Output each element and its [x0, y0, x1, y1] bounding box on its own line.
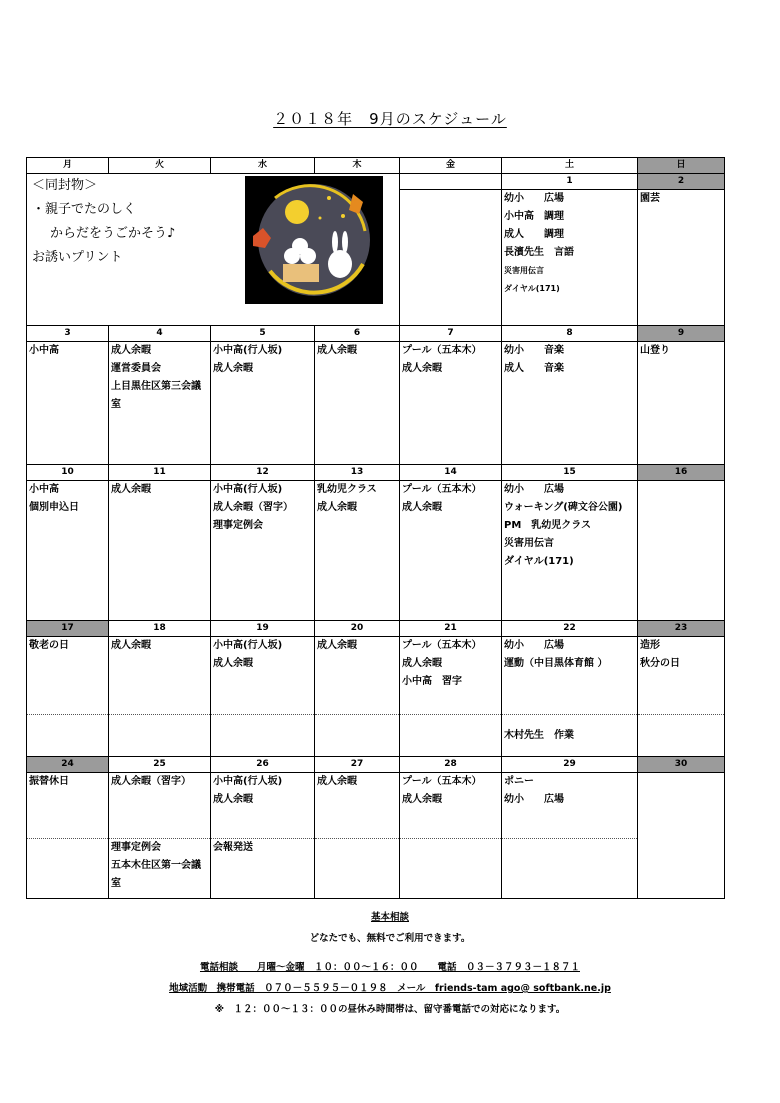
- event: ダイヤル(171): [504, 556, 574, 567]
- week2-events-row: [27, 342, 725, 465]
- page-title: ２０１８年 9月のスケジュール: [273, 110, 507, 128]
- event: 成人 調理: [504, 229, 564, 240]
- event-cell: [638, 715, 725, 757]
- event-cell: [638, 342, 725, 465]
- week4-events-row: [27, 637, 725, 715]
- event: 成人余暇: [317, 640, 357, 651]
- event-cell: [109, 637, 211, 715]
- week5-date-row: [27, 757, 725, 773]
- week5-events-row: [27, 773, 725, 839]
- event: 個別申込日: [29, 502, 79, 513]
- date-cell: 1: [502, 174, 638, 190]
- event-cell: [502, 190, 638, 326]
- event: 成人余暇: [111, 484, 151, 495]
- event-cell: [211, 715, 315, 757]
- date-cell: 3: [27, 326, 109, 342]
- event: 小中高(行人坂): [213, 776, 283, 787]
- event-cell: [315, 773, 400, 839]
- event: 成人余暇（習字）: [213, 502, 293, 513]
- date-cell: 24: [27, 757, 109, 773]
- notice-heading: ＜同封物＞: [32, 178, 98, 193]
- weekday-tue: 火: [109, 158, 211, 174]
- event: 成人余暇（習字）: [111, 776, 191, 787]
- date-cell: 13: [315, 465, 400, 481]
- event-cell: [502, 637, 638, 715]
- event: 小中高(行人坂): [213, 345, 283, 356]
- event-cell: [400, 773, 502, 839]
- event: プール（五本木）: [402, 776, 482, 787]
- event-cell: [400, 342, 502, 465]
- event-cell: [27, 342, 109, 465]
- event-cell: [400, 715, 502, 757]
- week5-lower-row: [27, 839, 725, 899]
- weekday-header-row: [27, 158, 725, 174]
- event: 理事定例会: [213, 520, 263, 531]
- date-cell: 30: [638, 757, 725, 773]
- week1-date-row: [27, 174, 725, 190]
- event-cell: [400, 190, 502, 326]
- notice-line: お誘いプリント: [32, 250, 123, 265]
- event: 長濱先生 言語: [504, 247, 574, 258]
- date-cell: 2: [638, 174, 725, 190]
- event-cell: [27, 481, 109, 621]
- event-cell: [211, 481, 315, 621]
- event: ダイヤル(171): [504, 284, 560, 293]
- event: 振替休日: [29, 776, 69, 787]
- weekday-mon: 月: [27, 158, 109, 174]
- date-cell: 11: [109, 465, 211, 481]
- event: 乳幼児クラス: [317, 484, 377, 495]
- event-cell: [315, 342, 400, 465]
- date-cell: 5: [211, 326, 315, 342]
- event: 室: [111, 878, 121, 889]
- weekday-fri: 金: [400, 158, 502, 174]
- weekday-sat: 土: [502, 158, 638, 174]
- date-cell: 9: [638, 326, 725, 342]
- event-cell: [502, 839, 638, 899]
- event: 理事定例会: [111, 842, 161, 853]
- event: 会報発送: [213, 842, 253, 853]
- weekday-thu: 木: [315, 158, 400, 174]
- event: 成人余暇: [213, 658, 253, 669]
- event: 成人余暇: [402, 363, 442, 374]
- date-cell: 22: [502, 621, 638, 637]
- date-cell: 28: [400, 757, 502, 773]
- date-cell: 27: [315, 757, 400, 773]
- event: 災害用伝言: [504, 266, 544, 275]
- event-cell: [27, 839, 109, 899]
- date-cell: 7: [400, 326, 502, 342]
- event: ウォーキング(碑文谷公園): [504, 502, 623, 513]
- event: 敬老の日: [29, 640, 69, 651]
- event: 幼小 広場: [504, 640, 564, 651]
- event: 室: [111, 399, 121, 410]
- notice-line: ・親子でたのしく: [32, 202, 137, 217]
- event-cell: [502, 342, 638, 465]
- week3-date-row: [27, 465, 725, 481]
- event: 園芸: [640, 193, 660, 204]
- event-cell: [109, 342, 211, 465]
- date-cell: 17: [27, 621, 109, 637]
- event: 成人余暇: [213, 363, 253, 374]
- event: 幼小 広場: [504, 193, 564, 204]
- event-cell: [400, 839, 502, 899]
- event-cell: [638, 637, 725, 715]
- event-cell: [211, 637, 315, 715]
- event-cell: [109, 773, 211, 839]
- date-cell: 29: [502, 757, 638, 773]
- event: 小中高: [29, 345, 59, 356]
- weekday-wed: 水: [211, 158, 315, 174]
- event: 山登り: [640, 345, 670, 356]
- footer-heading: 基本相談: [370, 912, 409, 923]
- date-cell: 12: [211, 465, 315, 481]
- event-cell: [400, 637, 502, 715]
- week4-lower-row: [27, 715, 725, 757]
- event-cell: [315, 715, 400, 757]
- event-cell: [315, 481, 400, 621]
- event: 成人余暇: [213, 794, 253, 805]
- date-cell: 18: [109, 621, 211, 637]
- footer-phone: 電話相談 月曜～金曜 １０：００～１６：００ 電話 ０３－３７９３－１８７１: [199, 962, 580, 973]
- event: 災害用伝言: [504, 538, 554, 549]
- schedule-calendar: [26, 157, 725, 899]
- event-cell: [638, 773, 725, 899]
- date-cell: 23: [638, 621, 725, 637]
- event: 成人 音楽: [504, 363, 564, 374]
- footer-line: どなたでも、無料でご利用できます。: [309, 933, 471, 944]
- event: 上目黒住区第三会議: [111, 381, 201, 392]
- event: 小中高 調理: [504, 211, 564, 222]
- event: 木村先生 作業: [504, 729, 574, 741]
- event: 成人余暇: [317, 776, 357, 787]
- event: 秋分の日: [640, 658, 680, 669]
- notice-line: からだをうごかそう♪: [50, 226, 176, 241]
- notice-cell: [27, 174, 400, 326]
- event: 小中高(行人坂): [213, 640, 283, 651]
- event: 幼小 広場: [504, 794, 564, 805]
- date-cell: 25: [109, 757, 211, 773]
- date-empty: [400, 174, 502, 190]
- event: 運営委員会: [111, 363, 161, 374]
- event: 幼小 音楽: [504, 345, 564, 356]
- week3-events-row: [27, 481, 725, 621]
- event-cell: [315, 637, 400, 715]
- event: 成人余暇: [317, 345, 357, 356]
- date-cell: 16: [638, 465, 725, 481]
- event: 成人余暇: [317, 502, 357, 513]
- event: 運動（中目黒体育館 ）: [504, 658, 608, 669]
- event-cell: [27, 773, 109, 839]
- event-cell: [502, 715, 638, 757]
- event-cell: [211, 839, 315, 899]
- event-cell: [27, 715, 109, 757]
- date-cell: 21: [400, 621, 502, 637]
- event: 小中高 習字: [402, 676, 462, 687]
- event: PM 乳幼児クラス: [504, 520, 591, 531]
- event: 成人余暇: [111, 640, 151, 651]
- event: ポニー: [504, 776, 534, 787]
- event-cell: [638, 481, 725, 621]
- event: 幼小 広場: [504, 484, 564, 495]
- event: 成人余暇: [402, 794, 442, 805]
- event: 成人余暇: [402, 502, 442, 513]
- event: 五本木住区第一会議: [111, 860, 201, 871]
- date-cell: 20: [315, 621, 400, 637]
- event-cell: [502, 773, 638, 839]
- footer-note: ※ １２：００～１３：００の昼休み時間帯は、留守番電話での対応になります。: [214, 1004, 566, 1015]
- event-cell: [211, 773, 315, 839]
- event: 造形: [640, 640, 660, 651]
- date-cell: 26: [211, 757, 315, 773]
- event-cell: [211, 342, 315, 465]
- date-cell: 8: [502, 326, 638, 342]
- event: プール（五本木）: [402, 484, 482, 495]
- event-cell: [502, 481, 638, 621]
- week2-date-row: [27, 326, 725, 342]
- event: 成人余暇: [402, 658, 442, 669]
- event-cell: [109, 481, 211, 621]
- week4-date-row: [27, 621, 725, 637]
- event-cell: [109, 715, 211, 757]
- event: 小中高(行人坂): [213, 484, 283, 495]
- event-cell: [638, 190, 725, 326]
- event: プール（五本木）: [402, 640, 482, 651]
- event-cell: [315, 839, 400, 899]
- date-cell: 4: [109, 326, 211, 342]
- date-cell: 15: [502, 465, 638, 481]
- date-cell: 14: [400, 465, 502, 481]
- date-cell: 6: [315, 326, 400, 342]
- date-cell: 10: [27, 465, 109, 481]
- event-cell: [109, 839, 211, 899]
- event: プール（五本木）: [402, 345, 482, 356]
- weekday-sun: 日: [638, 158, 725, 174]
- date-cell: 19: [211, 621, 315, 637]
- event: 小中高: [29, 484, 59, 495]
- footer-contact: 地域活動 携帯電話 ０７０－５５９５－０１９８ メール friends-tam ago@ softbank.ne.jp: [169, 983, 611, 994]
- event-cell: [27, 637, 109, 715]
- event: 成人余暇: [111, 345, 151, 356]
- event-cell: [400, 481, 502, 621]
